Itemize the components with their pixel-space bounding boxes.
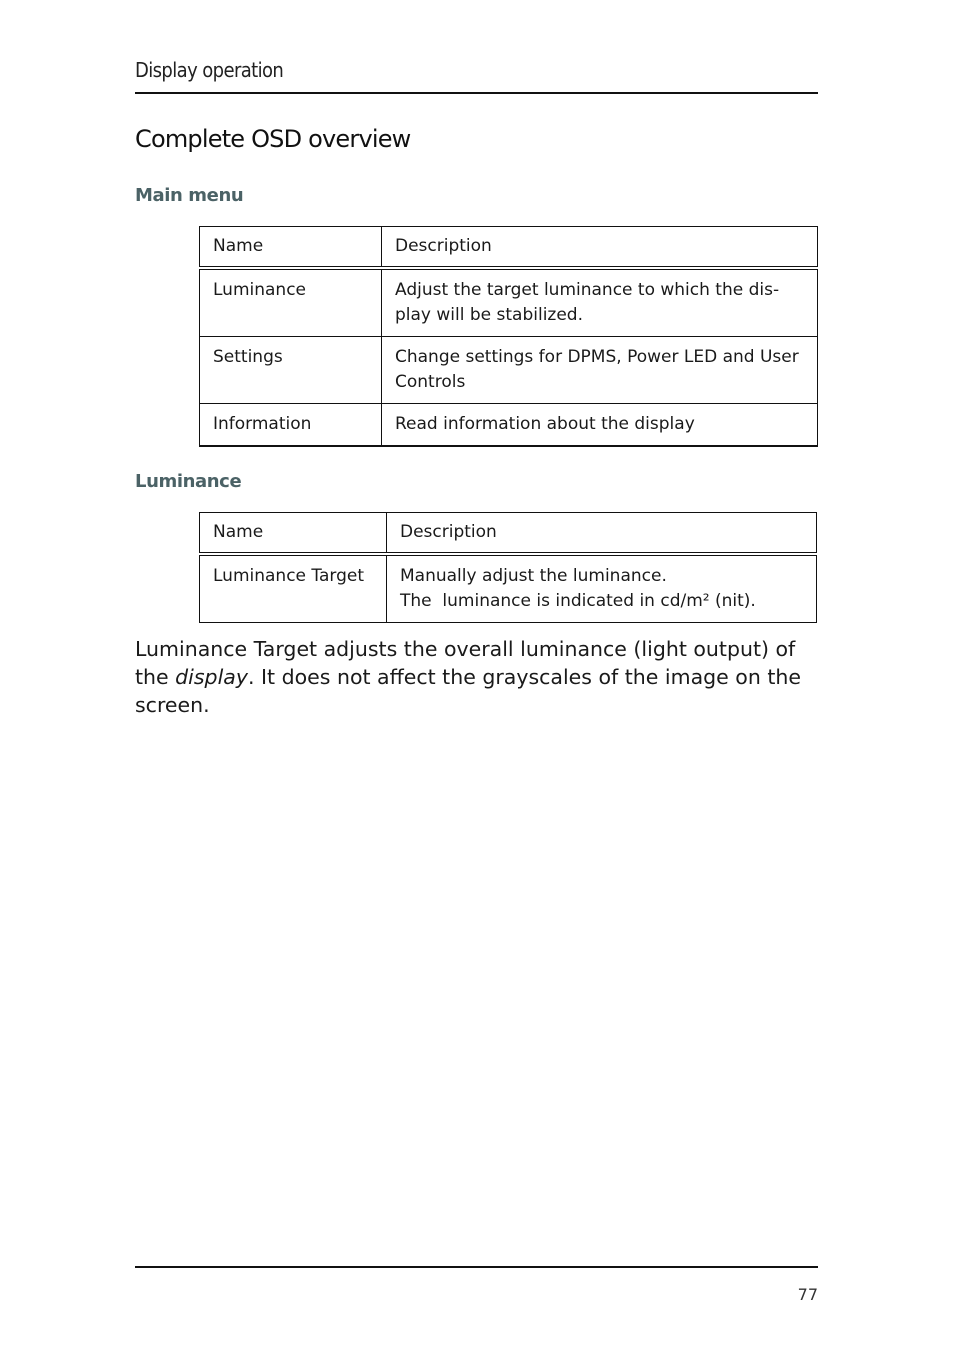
description-line: The luminance is indicated in cd/m² (nit).	[400, 591, 756, 611]
row-description	[387, 554, 817, 623]
column-header-name: Name	[200, 227, 382, 269]
section-heading-luminance: Luminance	[135, 471, 242, 492]
section-heading-main-menu: Main menu	[135, 185, 244, 206]
table-header-row	[200, 513, 817, 555]
body-text-part: . It does not affect the grayscales of the image on the screen.	[135, 665, 801, 717]
column-header-description: Description	[387, 513, 817, 555]
row-description: Adjust the target luminance to which the dis- play will be stabilized.	[382, 268, 818, 337]
table-row	[200, 268, 818, 337]
body-paragraph	[135, 635, 825, 719]
running-header: Display operation	[135, 58, 284, 82]
footer-rule	[135, 1266, 818, 1268]
column-header-description: Description	[382, 227, 818, 269]
table-row	[200, 337, 818, 404]
row-name: Information	[200, 404, 382, 447]
body-text-part: Luminance Target adjusts the overall luminance (light output) of the	[135, 637, 796, 689]
luminance-table	[199, 512, 817, 623]
page-title: Complete OSD overview	[135, 125, 411, 153]
row-name: Settings	[200, 337, 382, 404]
row-description: Change settings for DPMS, Power LED and User Controls	[382, 337, 818, 404]
table-row	[200, 404, 818, 447]
row-name: Luminance Target	[200, 554, 387, 623]
row-description: Read information about the display	[382, 404, 818, 447]
row-name: Luminance	[200, 268, 382, 337]
main-menu-table	[199, 226, 818, 447]
table-header-row	[200, 227, 818, 269]
body-text-emphasis: display	[175, 665, 248, 689]
description-line: Manually adjust the luminance.	[400, 566, 667, 586]
table-row	[200, 554, 817, 623]
page-number: 77	[797, 1285, 818, 1304]
header-rule	[135, 92, 818, 94]
column-header-name: Name	[200, 513, 387, 555]
